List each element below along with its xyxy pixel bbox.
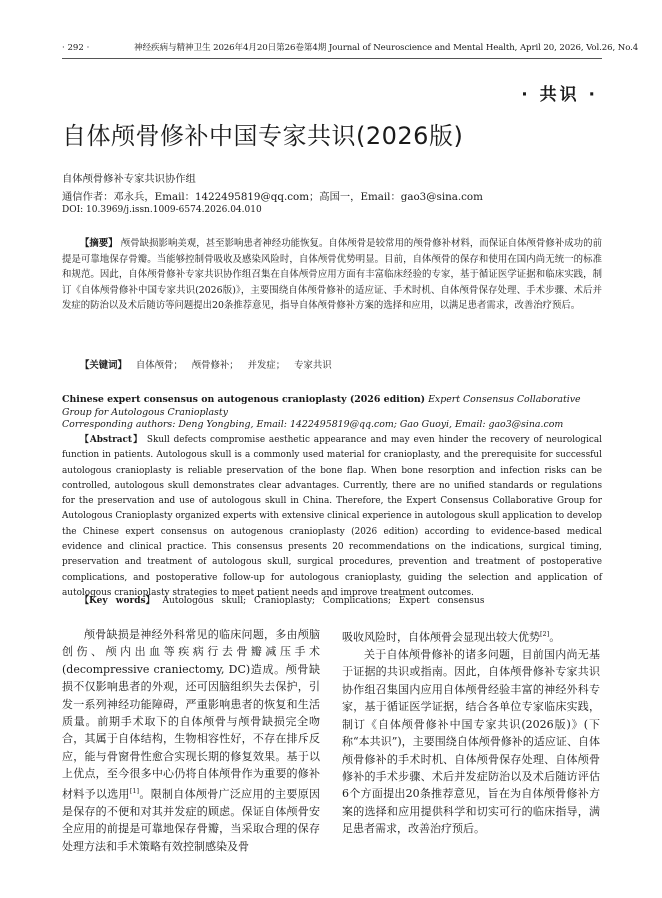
journal-line: 神经疾病与精神卫生 2026年4月20日第26卷第4期 Journal of Neuroscience and Mental Health, April 20, 2026, Vol.26, No.4 <box>134 43 639 53</box>
author-group: 自体颅骨修补专家共识协作组 <box>62 173 196 185</box>
english-title: Chinese expert consensus on autogenous cranioplasty (2026 edition) <box>62 394 426 405</box>
abstract-en <box>62 433 602 601</box>
abstract-en-text: Skull defects compromise aesthetic appearance and may even hinder the recovery of neurological function in patients. Autologous skull is a commonly used material for cranioplasty, and the prerequisite for successful autologous cranioplasty is reliable preservation of the bone flap. When bone resorption and infection risks can be controlled, autologous skull demonstrates clear advantages. Currently, there are no unified standards or regulations for the preservation and use of autologous skull in China. Therefore, the Expert Consensus Collaborative Group for Autologous Cranioplasty organized experts with extensive clinical experience in autologous skull application to develop the Chinese expert consensus on autogenous cranioplasty (2026 edition) according to evidence-based medical evidence and clinical practice. This consensus presents 20 recommendations on the indications, surgical timing, preservation and treatment of autologous skull, surgical procedures, prevention and treatment of postoperative complications, and postoperative follow-up for autologous cranioplasty, guiding the selection and application of autologous cranioplasty strategies to meet patient needs and improve treatment outcomes. <box>62 435 603 598</box>
abstract-en-label: 【Abstract】 <box>80 435 143 445</box>
abstract-cn <box>62 236 602 314</box>
section-tag: · 共识 · <box>521 85 598 105</box>
english-correspondence: Corresponding authors: Deng Yongbing, Email: 1422495819@qq.com; Gao Guoyi, Email: gao3@sina.com <box>62 419 564 430</box>
doi: DOI: 10.3969/j.issn.1009-6574.2026.04.010 <box>62 205 262 215</box>
reference-2[interactable]: [2] <box>540 630 550 638</box>
keywords-en <box>80 593 484 606</box>
body-paragraph: 颅骨缺损是神经外科常见的临床问题，多由颅脑创伤、颅内出血等疾病行去骨瓣减压手术(decompressive craniectomy, DC)造成。颅骨缺损不仅影响患者的外观，还可因脑组织失去保护，引发一系列神经功能障碍，严重影响患者的恢复和生活质量。前期手术取下的自体颅骨与颅骨缺损完全吻合，其属于自体结构，生物相容性好，不存在排斥反应，能与骨窗骨性愈合实现长期的修复效果。基于以上优点，至今很多中心仍将自体颅骨作为重要的修补材料予以选用[1]。限制自体颅骨广泛应用的主要原因是保存的不便和对其并发症的顾虑。保证自体颅骨安全应用的前提是可靠地保存骨瓣，当采取合理的保存处理方法和手术策略有效控制感染及骨 <box>62 628 321 853</box>
body-paragraph: 吸收风险时，自体颅骨会显现出较大优势[2]。 <box>342 630 561 644</box>
keywords-en-label: 【Key words】 <box>80 596 155 606</box>
english-group: Expert Consensus Collaborative Group for Autologous Cranioplasty <box>62 394 581 418</box>
keywords-cn-label: 【关键词】 <box>80 360 127 371</box>
running-header <box>62 40 639 59</box>
english-title-block <box>62 393 602 419</box>
body-left-column <box>62 626 320 855</box>
correspondence: 通信作者：邓永兵，Email：1422495819@qq.com；高国一，Email：gao3@sina.com <box>62 191 483 203</box>
abstract-cn-text: 颅骨缺损影响美观，甚至影响患者神经功能恢复。自体颅骨是较常用的颅骨修补材料，而保证自体颅骨修补成功的前提是可靠地保存骨瓣。当能够控制骨吸收及感染风险时，自体颅骨优势明显。目前，自体颅骨的保存和使用在国内尚无统一的标准和规范。因此，自体颅骨修补专家共识协作组召集在自体颅骨应用方面有丰富临床经验的专家，基于循证医学证据和临床实践，制订《自体颅骨修补中国专家共识(2026版)》，主要围绕自体颅骨修补的适应证、手术时机、自体颅骨保存处理、手术步骤、术后并发症的防治以及术后随访等问题提出20条推荐意见，指导自体颅骨修补方案的选择和应用，以满足患者需求，改善治疗预后。 <box>62 238 602 312</box>
keywords-en-text: Autologous skull; Cranioplasty; Complications; Expert consensus <box>162 596 485 606</box>
page-number: · 292 · <box>62 43 90 53</box>
article-title: 自体颅骨修补中国专家共识(2026版) <box>62 122 464 150</box>
keywords-cn <box>80 357 332 371</box>
keywords-cn-text: 自体颅骨； 颅骨修补； 并发症； 专家共识 <box>135 360 332 371</box>
body-paragraph: 关于自体颅骨修补的诸多问题，目前国内尚无基于证据的共识或指南。因此，自体颅骨修补专家共识协作组召集国内应用自体颅骨经验丰富的神经外科专家，基于循证医学证据，结合各单位专家临床实践，制订《自体颅骨修补中国专家共识(2026版)》(下称“本共识”)，主要围绕自体颅骨修补的适应证、自体颅骨修补的手术时机、自体颅骨保存处理、自体颅骨修补的手术步骤、术后并发症防治以及术后随访评估6个方面提出20条推荐意见，旨在为自体颅骨修补方案的选择和应用提供科学和切实可行的临床指导，满足患者需求，改善治疗预后。 <box>342 648 600 836</box>
abstract-cn-label: 【摘要】 <box>80 238 118 249</box>
body-right-column <box>342 626 600 838</box>
reference-1[interactable]: [1] <box>129 786 140 795</box>
